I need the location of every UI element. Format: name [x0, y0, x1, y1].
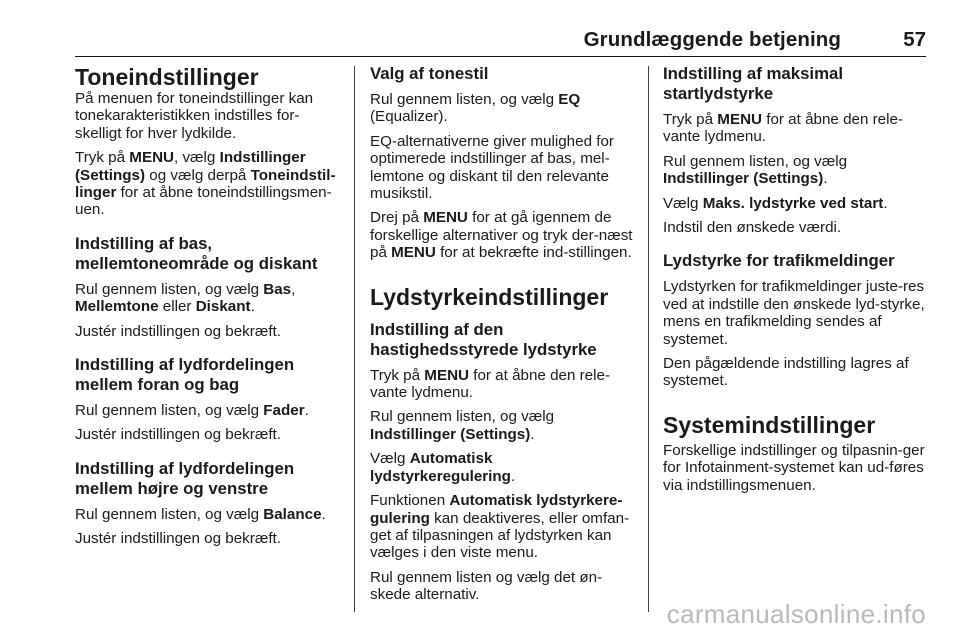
section-heading: Systemindstillinger — [663, 411, 876, 438]
paragraph: Rul gennem listen og vælg det øn-skede alternativ. — [370, 568, 603, 604]
paragraph: Tryk på MENU for at åbne den rele-vante lydmenu. — [370, 366, 611, 402]
column-divider — [648, 66, 649, 612]
paragraph: Rul gennem listen, og vælg Indstillinger (Settings). — [370, 408, 555, 443]
page-number: 57 — [903, 28, 926, 51]
paragraph: Justér indstillingen og bekræft. — [75, 322, 281, 340]
paragraph: Justér indstillingen og bekræft. — [75, 426, 281, 444]
subsection-heading: Valg af tonestil — [370, 64, 489, 83]
subsection-heading: Indstilling af maksimal startlydstyrke — [663, 64, 843, 103]
paragraph: Den pågældende indstilling lagres af systemet. — [663, 355, 909, 390]
paragraph: Indstil den ønskede værdi. — [663, 219, 842, 237]
paragraph: Justér indstillingen og bekræft. — [75, 530, 281, 548]
subsection-heading: Indstilling af lydfordelingen mellem foran og bag — [75, 355, 295, 395]
paragraph: Rul gennem listen, og vælg EQ (Equalizer). — [370, 91, 581, 126]
watermark: carmanualsonline.info — [666, 599, 926, 629]
subsection-heading: Indstilling af lydfordelingen mellem højre og venstre — [75, 458, 295, 498]
subsection-heading: Lydstyrke for trafikmeldinger — [663, 251, 895, 271]
subsection-heading: Indstilling af bas, mellemtoneområde og diskant — [75, 233, 318, 273]
section-heading: Lydstyrkeindstillinger — [370, 283, 609, 310]
column-left — [75, 64, 345, 555]
column-divider — [354, 66, 355, 612]
page-title: Grundlæggende betjening — [583, 28, 841, 51]
subsection-heading: Indstilling af den hastighedsstyrede lydstyrke — [370, 319, 597, 359]
paragraph: Rul gennem listen, og vælg Fader. — [75, 402, 309, 420]
paragraph: Lydstyrken for trafikmeldinger juste-res ved at indstille den ønskede lyd-styrke, mens en trafikmelding sendes af systemet. — [663, 278, 925, 348]
paragraph: Funktionen Automatisk lydstyrkere-gulering kan deaktiveres, eller omfan-get af tilpasningen af lydstyrken kan vælges i den viste menu. — [370, 492, 630, 562]
menu-label: Toneindstil-linger — [75, 166, 336, 202]
paragraph: På menuen for toneindstillinger kan tonekarakteristikken indstilles for-skelligt for hver lydkilde. — [75, 90, 314, 142]
column-right — [663, 64, 927, 501]
paragraph: Forskellige indstillinger og tilpasnin-ger for Infotainment-systemet kan ud-føres via indstillingsmenuen. — [663, 441, 925, 494]
menu-label: Indstillinger (Settings) — [75, 149, 306, 184]
paragraph: Tryk på MENU for at åbne den rele-vante lydmenu. — [663, 111, 904, 146]
page-header — [75, 26, 926, 57]
paragraph: Vælg Maks. lydstyrke ved start. — [663, 194, 888, 212]
paragraph: Tryk på MENU, vælg Indstillinger (Settings) og vælg derpå Toneindstil-linger for at åbne toneindstillingsmen-uen. — [75, 149, 336, 219]
key-label: MENU — [129, 149, 175, 167]
paragraph: Vælg Automatisk lydstyrkeregulering. — [370, 450, 516, 485]
section-heading: Toneindstillinger — [75, 64, 259, 90]
paragraph: EQ-alternativerne giver mulighed for optimerede indstillinger af bas, mel-lemtone og diskant til den relevante musikstil. — [370, 132, 614, 203]
column-middle — [370, 64, 637, 611]
paragraph: Drej på MENU for at gå igennem de forskellige alternativer og tryk der-næst på MENU for at bekræfte ind-stillingen. — [370, 209, 633, 262]
paragraph: Rul gennem listen, og vælg Bas, Mellemtone eller Diskant. — [75, 280, 296, 316]
paragraph: Rul gennem listen, og vælg Balance. — [75, 505, 326, 523]
paragraph: Rul gennem listen, og vælg Indstillinger (Settings). — [663, 152, 848, 188]
